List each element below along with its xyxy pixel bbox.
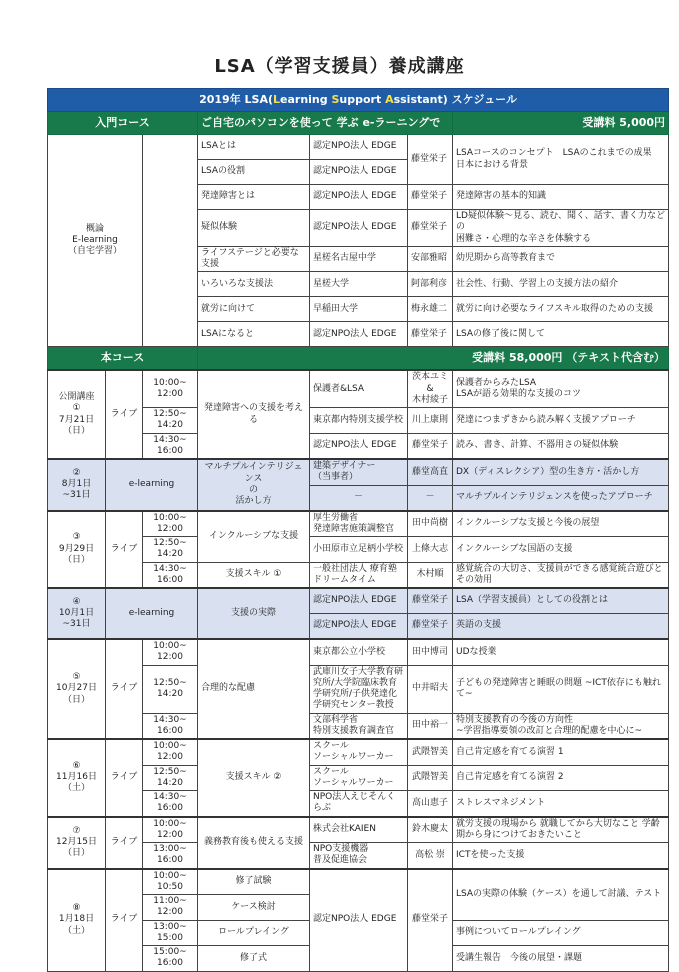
header-text: earning xyxy=(280,93,332,107)
session-row xyxy=(48,639,669,665)
organization: 認定NPO法人 EDGE xyxy=(310,185,408,210)
lecturer: 藤堂栄子 xyxy=(408,433,453,459)
time-slot: 14:30~ 16:00 xyxy=(143,791,198,817)
organization: 認定NPO法人 EDGE xyxy=(310,588,408,614)
organization: 星槎名古屋中学 xyxy=(310,246,408,272)
intro-time-blank xyxy=(143,135,198,347)
header-text: 2019年 LSA( xyxy=(199,93,273,107)
organization: スクール ソーシャルワーカー xyxy=(310,765,408,791)
content: LSAの実際の体験（ケース）を通して討議、テスト xyxy=(453,869,669,921)
content: DX（ディスレクシア）型の生き方・活かし方 xyxy=(453,459,669,485)
content: 発達につまずきから読み解く支援アプローチ xyxy=(453,408,669,434)
time-slot: 12:50~ 14:20 xyxy=(143,408,198,434)
time-slot: 12:50~ 14:20 xyxy=(143,537,198,563)
theme: 義務教育後も使える支援 xyxy=(198,817,310,869)
session-mode: e-learning xyxy=(106,588,198,639)
lecturer: 木村順 xyxy=(408,562,453,588)
organization: 認定NPO法人 EDGE xyxy=(310,210,408,247)
lecturer: 藤堂栄子 xyxy=(408,210,453,247)
organization: 星槎大学 xyxy=(310,272,408,297)
schedule-header-row xyxy=(48,89,669,112)
main-course-fee: 受講料 58,000円 （テキスト代含む） xyxy=(198,347,669,371)
time-slot: 13:00~ 15:00 xyxy=(143,920,198,946)
theme: LSAになると xyxy=(198,322,310,347)
content: UDな授業 xyxy=(453,639,669,665)
lecturer: 安部雅昭 xyxy=(408,246,453,272)
organization: － xyxy=(310,485,408,511)
content: 社会性、行動、学習上の支援方法の紹介 xyxy=(453,272,669,297)
organization: 一般社団法人 療育塾 ドリームタイム xyxy=(310,562,408,588)
intro-category: 概論 E-learning （自宅学習） xyxy=(48,135,143,347)
organization: 認定NPO法人 EDGE xyxy=(310,433,408,459)
session-row xyxy=(48,459,669,485)
theme: ロールプレイング xyxy=(198,920,310,946)
content: 幼児期から高等教育まで xyxy=(453,246,669,272)
header-highlight-a: A xyxy=(385,93,394,107)
session-mode: ライブ xyxy=(106,370,143,459)
content: 感覚統合の大切さ、支援員ができる感覚統合遊びとその効用 xyxy=(453,562,669,588)
theme: LSAの役割 xyxy=(198,160,310,185)
time-slot: 10:00~ 12:00 xyxy=(143,639,198,665)
theme: 発達障害への支援を考える xyxy=(198,370,310,459)
content: インクルーシブな国語の支援 xyxy=(453,537,669,563)
lecturer: 田中裕一 xyxy=(408,713,453,739)
time-slot: 10:00~ 10:50 xyxy=(143,869,198,895)
theme: 疑似体験 xyxy=(198,210,310,247)
session-date: ② 8月1日 ~31日 xyxy=(48,459,106,511)
session-mode: ライブ xyxy=(106,869,143,972)
organization: 東京都公立小学校 xyxy=(310,639,408,665)
header-text: ssistant) スケジュール xyxy=(393,93,517,107)
header-text: upport xyxy=(339,93,386,107)
theme: ライフステージと必要な支援 xyxy=(198,246,310,272)
schedule-table xyxy=(47,88,669,972)
organization: NPO支援機器 普及促進協会 xyxy=(310,843,408,869)
page-title: LSA（学習支援員）養成講座 xyxy=(214,56,465,77)
lecturer: 藤堂栄子 xyxy=(408,614,453,640)
organization: NPO法人えじそんくらぶ xyxy=(310,791,408,817)
content: LD疑似体験～見る、読む、聞く、話す、書く力などの 困難さ・心理的な辛さを体験する xyxy=(453,210,669,247)
intro-row xyxy=(48,135,669,160)
content: 英語の支援 xyxy=(453,614,669,640)
organization: スクール ソーシャルワーカー xyxy=(310,739,408,765)
session-mode: ライブ xyxy=(106,739,143,817)
time-slot: 14:30~ 16:00 xyxy=(143,433,198,459)
lecturer: 茨本ユミ& 木村綾子 xyxy=(408,370,453,407)
time-slot: 13:00~ 16:00 xyxy=(143,843,198,869)
lecturer: 鈴木慶太 xyxy=(408,817,453,843)
lecturer: 高山恵子 xyxy=(408,791,453,817)
session-row xyxy=(48,370,669,407)
session-row xyxy=(48,817,669,843)
lecturer: － xyxy=(408,485,453,511)
time-slot: 10:00~ 12:00 xyxy=(143,370,198,407)
content: マルチプルインテリジェンスを使ったアプローチ xyxy=(453,485,669,511)
lecturer: 中井昭夫 xyxy=(408,665,453,713)
theme: 合理的な配慮 xyxy=(198,639,310,739)
organization: 保護者&LSA xyxy=(310,370,408,407)
theme: 発達障害とは xyxy=(198,185,310,210)
session-date: ⑤ 10月27日 （日） xyxy=(48,639,106,739)
content: LSAコースのコンセプト LSAのこれまでの成果 日本における背景 xyxy=(453,135,669,185)
organization: 厚生労働省 発達障害施策調整官 xyxy=(310,511,408,537)
lecturer: 藤堂栄子 xyxy=(408,588,453,614)
session-date: ③ 9月29日 （日） xyxy=(48,511,106,589)
content: 事例についてロールプレイング xyxy=(453,920,669,946)
content: 特別支援教育の今後の方向性 ~学習指導要領の改訂と合理的配慮を中心に~ xyxy=(453,713,669,739)
organization: 建築デザイナー （当事者） xyxy=(310,459,408,485)
organization: 武庫川女子大学教育研究所/大学院臨床教育学研究所/子供発達化学研究センター教授 xyxy=(310,665,408,713)
content: LSAの修了後に関して xyxy=(453,322,669,347)
time-slot: 14:30~ 16:00 xyxy=(143,713,198,739)
session-date: ⑥ 11月16日 （土） xyxy=(48,739,106,817)
lecturer: 藤堂高直 xyxy=(408,459,453,485)
time-slot: 12:50~ 14:20 xyxy=(143,765,198,791)
lecturer: 藤堂栄子 xyxy=(408,322,453,347)
session-date: ⑦ 12月15日 （日） xyxy=(48,817,106,869)
lecturer: 藤堂栄子 xyxy=(408,869,453,972)
organization: 認定NPO法人 EDGE xyxy=(310,869,408,972)
lecturer: 藤堂栄子 xyxy=(408,185,453,210)
theme: LSAとは xyxy=(198,135,310,160)
content: 就労支援の現場から 就職してから大切なこと 学齢期から身につけておきたいこと xyxy=(453,817,669,843)
theme: 就労に向けて xyxy=(198,297,310,322)
content: インクルーシブな支援と今後の展望 xyxy=(453,511,669,537)
schedule-header xyxy=(48,89,669,112)
header-highlight-s: S xyxy=(331,93,340,107)
lecturer: 田中尚樹 xyxy=(408,511,453,537)
theme: 修了試験 xyxy=(198,869,310,895)
content: ICTを使った支援 xyxy=(453,843,669,869)
session-date: ⑧ 1月18日 （土） xyxy=(48,869,106,972)
time-slot: 10:00~ 12:00 xyxy=(143,739,198,765)
lecturer: 阿部利彦 xyxy=(408,272,453,297)
session-row xyxy=(48,588,669,614)
organization: 株式会社KAIEN xyxy=(310,817,408,843)
content: 発達障害の基本的知識 xyxy=(453,185,669,210)
time-slot: 12:50~ 14:20 xyxy=(143,665,198,713)
intro-course-header xyxy=(48,112,669,135)
main-course-name: 本コース xyxy=(48,347,198,371)
organization: 認定NPO法人 EDGE xyxy=(310,160,408,185)
organization: 認定NPO法人 EDGE xyxy=(310,614,408,640)
main-course-header xyxy=(48,347,669,371)
theme: 支援スキル ② xyxy=(198,739,310,817)
theme: マルチプルインテリジェンス の 活かし方 xyxy=(198,459,310,511)
session-date: ④ 10月1日 ~31日 xyxy=(48,588,106,639)
organization: 認定NPO法人 EDGE xyxy=(310,322,408,347)
theme: 修了式 xyxy=(198,946,310,972)
theme: ケース検討 xyxy=(198,895,310,921)
intro-course-name: 入門コース xyxy=(48,112,198,135)
organization: 早稲田大学 xyxy=(310,297,408,322)
time-slot: 10:00~ 12:00 xyxy=(143,511,198,537)
session-row xyxy=(48,511,669,537)
lecturer: 田中博司 xyxy=(408,639,453,665)
intro-course-fee: 受講料 5,000円 xyxy=(453,112,669,135)
time-slot: 15:00~ 16:00 xyxy=(143,946,198,972)
session-mode: ライブ xyxy=(106,817,143,869)
content: 子どもの発達障害と睡眠の問題 ~ICT依存にも触れて~ xyxy=(453,665,669,713)
content: ストレスマネジメント xyxy=(453,791,669,817)
organization: 小田原市立足柄小学校 xyxy=(310,537,408,563)
lecturer: 武隈智美 xyxy=(408,739,453,765)
lecturer: 武隈智美 xyxy=(408,765,453,791)
lecturer: 高松 崇 xyxy=(408,843,453,869)
content: 保護者からみたLSA LSAが語る効果的な支援のコツ xyxy=(453,370,669,407)
theme: 支援スキル ① xyxy=(198,562,310,588)
theme: 支援の実際 xyxy=(198,588,310,639)
lecturer: 藤堂栄子 xyxy=(408,135,453,185)
content: 自己肯定感を育てる演習 2 xyxy=(453,765,669,791)
session-mode: ライブ xyxy=(106,639,143,739)
content: LSA（学習支援員）としての役割とは xyxy=(453,588,669,614)
header-highlight-l: L xyxy=(273,93,281,107)
session-row xyxy=(48,739,669,765)
organization: 文部科学省 特別支援教育調査官 xyxy=(310,713,408,739)
session-row xyxy=(48,869,669,895)
content: 就労に向け必要なライフスキル取得のための支援 xyxy=(453,297,669,322)
time-slot: 11:00~ 12:00 xyxy=(143,895,198,921)
intro-course-tagline: ご自宅のパソコンを使って 学ぶ e-ラーニングで xyxy=(198,112,453,135)
session-mode: e-learning xyxy=(106,459,198,511)
lecturer: 川上康則 xyxy=(408,408,453,434)
session-date: 公開講座 ① 7月21日 （日） xyxy=(48,370,106,459)
lecturer: 上條大志 xyxy=(408,537,453,563)
organization: 東京都内特別支援学校 xyxy=(310,408,408,434)
time-slot: 10:00~ 12:00 xyxy=(143,817,198,843)
content: 自己肯定感を育てる演習 1 xyxy=(453,739,669,765)
organization: 認定NPO法人 EDGE xyxy=(310,135,408,160)
content: 受講生報告 今後の展望・課題 xyxy=(453,946,669,972)
theme: インクルーシブな支援 xyxy=(198,511,310,563)
session-mode: ライブ xyxy=(106,511,143,589)
time-slot: 14:30~ 16:00 xyxy=(143,562,198,588)
content: 読み、書き、計算、不器用さの疑似体験 xyxy=(453,433,669,459)
lecturer: 梅永雄二 xyxy=(408,297,453,322)
theme: いろいろな支援法 xyxy=(198,272,310,297)
